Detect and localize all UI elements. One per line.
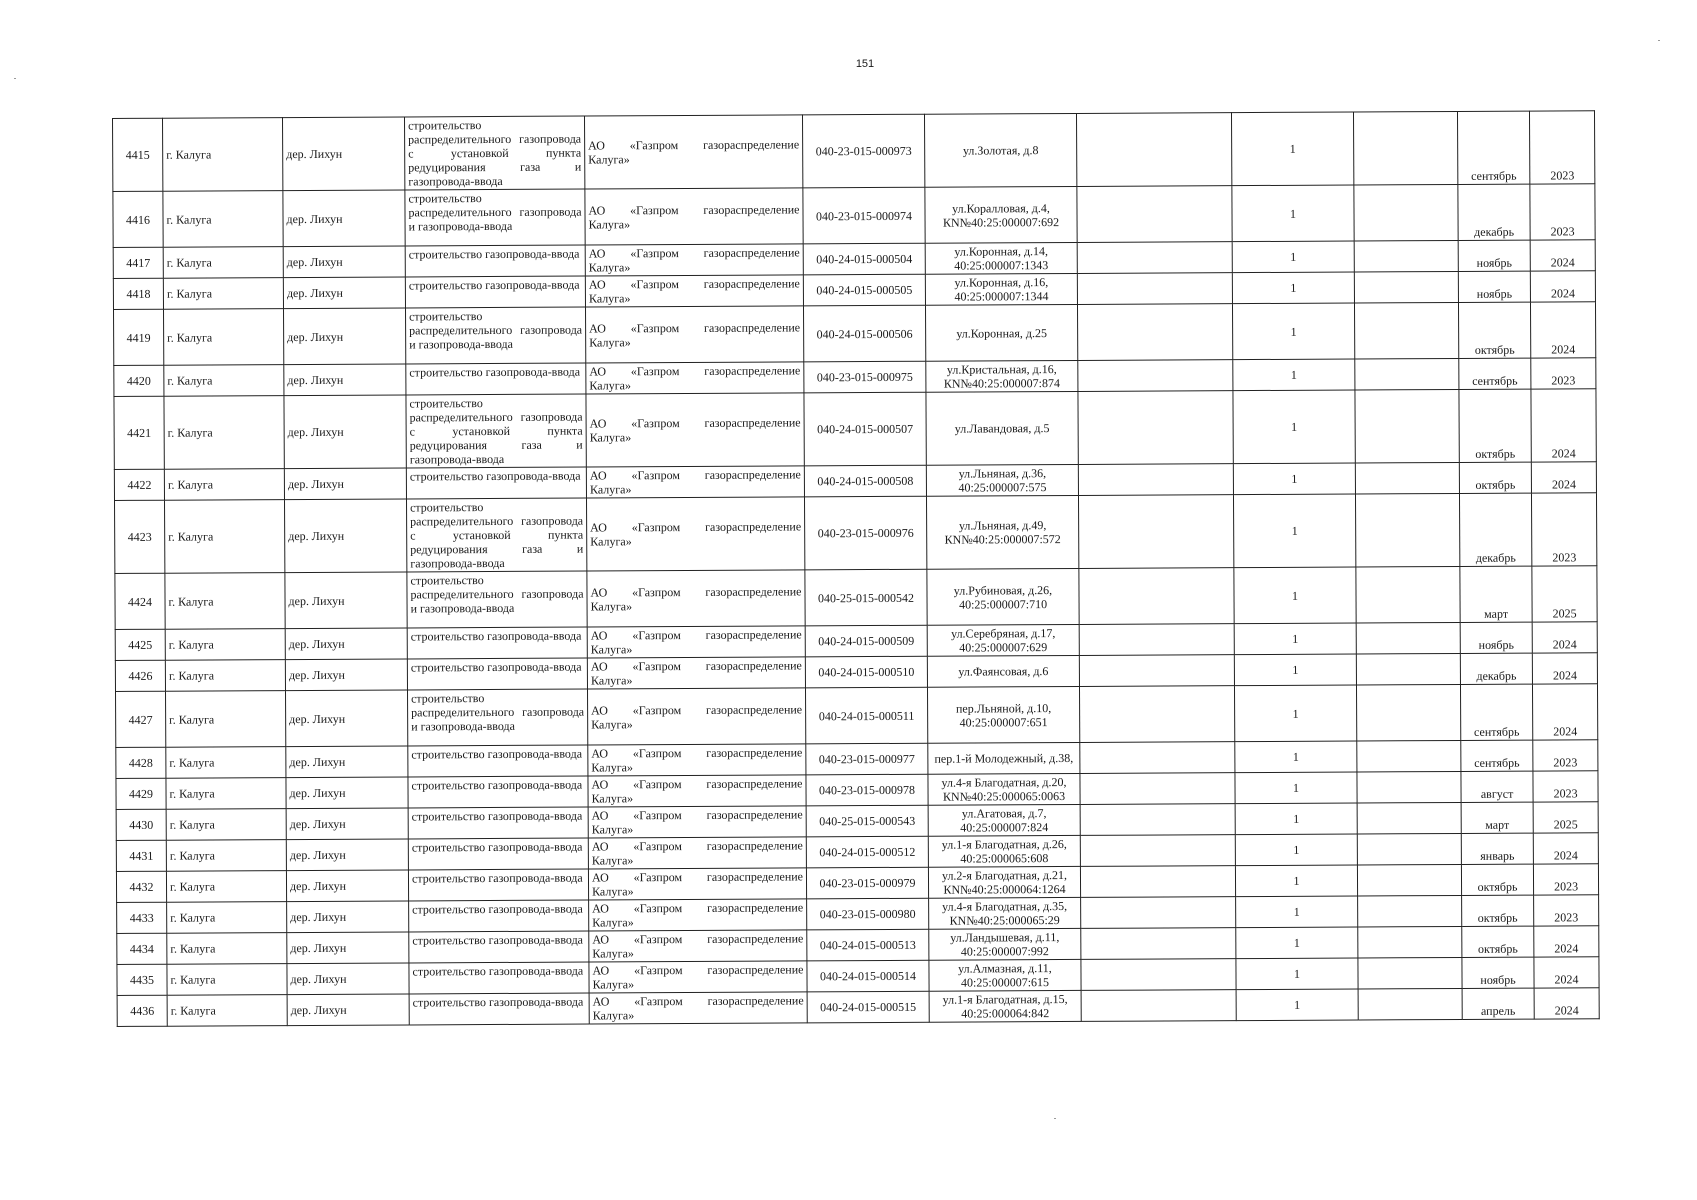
year-cell: 2023 xyxy=(1534,895,1599,926)
object-code-cell: 040-24-015-000505 xyxy=(803,274,925,306)
village-cell: дер. Лихун xyxy=(286,839,408,871)
month-cell: сентябрь xyxy=(1457,111,1529,184)
village-cell: дер. Лихун xyxy=(284,468,406,500)
empty-cell xyxy=(1077,273,1232,305)
object-code-cell: 040-24-015-000512 xyxy=(806,836,928,868)
city-cell: г. Калуга xyxy=(166,778,286,810)
city-cell: г. Калуга xyxy=(167,964,287,996)
year-cell: 2024 xyxy=(1534,957,1599,988)
organization-cell: АО «Газпром газораспределение Калуга» xyxy=(585,306,803,363)
row-number: 4418 xyxy=(113,278,163,309)
empty-cell xyxy=(1079,624,1234,656)
empty-cell xyxy=(1079,568,1234,625)
empty-cell xyxy=(1078,495,1233,569)
address-cell: ул.Золотая, д.8 xyxy=(924,113,1076,187)
row-number: 4433 xyxy=(117,902,167,933)
work-description-cell: строительство распределительного газопровода с установкой пункта редуцирования газа и газопровода-ввода xyxy=(404,116,584,190)
work-description-cell: строительство газопровода-ввода xyxy=(408,745,588,777)
year-cell: 2023 xyxy=(1533,740,1598,771)
address-cell: ул.Кристальная, д.16, КN№40:25:000007:874 xyxy=(926,360,1078,392)
object-code-cell: 040-23-015-000979 xyxy=(806,867,928,899)
month-cell: октябрь xyxy=(1462,895,1534,926)
city-cell: г. Калуга xyxy=(167,933,287,965)
year-cell: 2023 xyxy=(1533,771,1598,802)
month-cell: март xyxy=(1460,566,1532,622)
address-cell: ул.1-я Благодатная, д.15, 40:25:000064:842 xyxy=(929,990,1081,1022)
empty-cell xyxy=(1081,928,1236,960)
city-cell: г. Калуга xyxy=(163,278,283,310)
year-cell: 2025 xyxy=(1533,802,1598,833)
empty-cell xyxy=(1354,271,1458,303)
work-description-cell: строительство распределительного газопровода и газопровода-ввода xyxy=(405,189,585,246)
object-code-cell: 040-24-015-000508 xyxy=(804,465,926,497)
address-cell: ул.Серебряная, д.17, 40:25:000007:629 xyxy=(927,624,1079,656)
year-cell: 2024 xyxy=(1532,684,1597,740)
address-cell: ул.Лавандовая, д.5 xyxy=(926,391,1078,465)
row-number: 4431 xyxy=(116,840,166,871)
address-cell: ул.Коронная, д.14, 40:25:000007:1343 xyxy=(925,242,1077,274)
village-cell: дер. Лихун xyxy=(285,572,407,629)
address-cell: ул.Льняная, д.49, КN№40:25:000007:572 xyxy=(926,495,1078,569)
city-cell: г. Калуга xyxy=(164,469,284,501)
quantity-cell: 1 xyxy=(1234,685,1356,742)
object-code-cell: 040-24-015-000511 xyxy=(805,687,927,744)
organization-cell: АО «Газпром газораспределение Калуга» xyxy=(589,930,807,962)
work-description-cell: строительство газопровода-ввода xyxy=(408,807,588,839)
empty-cell xyxy=(1080,835,1235,867)
organization-cell: АО «Газпром газораспределение Калуга» xyxy=(587,570,805,627)
object-code-cell: 040-23-015-000974 xyxy=(803,187,925,244)
quantity-cell: 1 xyxy=(1233,463,1355,495)
object-code-cell: 040-23-015-000977 xyxy=(806,743,928,775)
quantity-cell: 1 xyxy=(1232,272,1354,304)
city-cell: г. Калуга xyxy=(166,691,286,748)
city-cell: г. Калуга xyxy=(167,995,287,1027)
table-row xyxy=(113,111,1595,192)
work-description-cell: строительство газопровода-ввода xyxy=(408,776,588,808)
empty-cell xyxy=(1081,959,1236,991)
month-cell: ноябрь xyxy=(1462,957,1534,988)
organization-cell: АО «Газпром газораспределение Калуга» xyxy=(586,362,804,394)
year-cell: 2024 xyxy=(1532,622,1597,653)
row-number: 4416 xyxy=(113,191,163,247)
address-cell: ул.Льняная, д.36, 40:25:000007:575 xyxy=(926,464,1078,496)
quantity-cell: 1 xyxy=(1236,927,1358,959)
object-code-cell: 040-24-015-000506 xyxy=(803,305,925,362)
village-cell: дер. Лихун xyxy=(283,277,405,309)
month-cell: ноябрь xyxy=(1460,622,1532,653)
empty-cell xyxy=(1077,242,1232,274)
object-code-cell: 040-24-015-000513 xyxy=(807,929,929,961)
year-cell: 2024 xyxy=(1534,988,1599,1019)
page-number: 151 xyxy=(855,58,875,70)
object-code-cell: 040-24-015-000510 xyxy=(805,656,927,688)
object-code-cell: 040-24-015-000507 xyxy=(804,392,926,466)
empty-cell xyxy=(1358,895,1462,927)
empty-cell xyxy=(1354,184,1458,241)
address-cell: ул.Коралловая, д.4, КN№40:25:000007:692 xyxy=(925,186,1077,243)
address-cell: ул.Ландышевая, д.11, 40:25:000007:992 xyxy=(929,928,1081,960)
empty-cell xyxy=(1353,111,1457,185)
quantity-cell: 1 xyxy=(1235,741,1357,773)
village-cell: дер. Лихун xyxy=(284,308,406,365)
work-description-cell: строительство газопровода-ввода xyxy=(408,838,588,870)
row-number: 4425 xyxy=(115,629,165,660)
address-cell: ул.Алмазная, д.11, 40:25:000007:615 xyxy=(929,959,1081,991)
village-cell: дер. Лихун xyxy=(287,932,409,964)
month-cell: декабрь xyxy=(1458,184,1530,240)
city-cell: г. Калуга xyxy=(165,500,285,574)
scan-speck xyxy=(1054,1118,1056,1119)
organization-cell: АО «Газпром газораспределение Калуга» xyxy=(589,961,807,993)
month-cell: декабрь xyxy=(1459,493,1531,566)
row-number: 4419 xyxy=(114,309,164,365)
address-cell: пер.Льняной, д.10, 40:25:000007:651 xyxy=(927,686,1079,743)
month-cell: сентябрь xyxy=(1460,684,1532,740)
organization-cell: АО «Газпром газораспределение Калуга» xyxy=(588,837,806,869)
year-cell: 2024 xyxy=(1530,271,1595,302)
city-cell: г. Калуга xyxy=(164,309,284,366)
empty-cell xyxy=(1080,866,1235,898)
empty-cell xyxy=(1078,391,1233,465)
address-cell: ул.2-я Благодатная, д.21, КN№40:25:000064:1264 xyxy=(928,866,1080,898)
city-cell: г. Калуга xyxy=(166,871,286,903)
object-code-cell: 040-24-015-000509 xyxy=(805,625,927,657)
quantity-cell: 1 xyxy=(1235,803,1357,835)
address-cell: ул.Коронная, д.16, 40:25:000007:1344 xyxy=(925,273,1077,305)
village-cell: дер. Лихун xyxy=(285,659,407,691)
empty-cell xyxy=(1356,653,1460,685)
village-cell: дер. Лихун xyxy=(286,808,408,840)
village-cell: дер. Лихун xyxy=(283,190,405,247)
month-cell: октябрь xyxy=(1459,389,1531,462)
year-cell: 2024 xyxy=(1531,389,1596,462)
quantity-cell: 1 xyxy=(1233,494,1355,568)
address-cell: ул.Коронная, д.25 xyxy=(925,304,1077,361)
city-cell: г. Калуга xyxy=(164,396,284,470)
table-row xyxy=(114,302,1596,366)
year-cell: 2023 xyxy=(1533,864,1598,895)
empty-cell xyxy=(1354,302,1458,359)
organization-cell: АО «Газпром газораспределение Калуга» xyxy=(588,775,806,807)
month-cell: ноябрь xyxy=(1458,240,1530,271)
quantity-cell: 1 xyxy=(1236,958,1358,990)
work-description-cell: строительство газопровода-ввода xyxy=(407,627,587,659)
empty-cell xyxy=(1078,464,1233,496)
empty-cell xyxy=(1079,655,1234,687)
table-row xyxy=(114,389,1596,470)
quantity-cell: 1 xyxy=(1235,865,1357,897)
row-number: 4420 xyxy=(114,365,164,396)
quantity-cell: 1 xyxy=(1234,567,1356,624)
address-cell: ул.4-я Благодатная, д.35, КN№40:25:000065:29 xyxy=(929,897,1081,929)
empty-cell xyxy=(1080,742,1235,774)
work-description-cell: строительство газопровода-ввода xyxy=(409,993,589,1025)
row-number: 4432 xyxy=(116,871,166,902)
scan-speck xyxy=(14,78,16,79)
quantity-cell: 1 xyxy=(1235,772,1357,804)
quantity-cell: 1 xyxy=(1232,303,1354,360)
empty-cell xyxy=(1080,773,1235,805)
village-cell: дер. Лихун xyxy=(285,499,407,573)
year-cell: 2024 xyxy=(1534,926,1599,957)
village-cell: дер. Лихун xyxy=(283,246,405,278)
row-number: 4422 xyxy=(114,469,164,500)
quantity-cell: 1 xyxy=(1233,359,1355,391)
table-row xyxy=(115,566,1597,630)
address-cell: ул.1-я Благодатная, д.26, 40:25:000065:608 xyxy=(928,835,1080,867)
year-cell: 2024 xyxy=(1530,302,1595,358)
empty-cell xyxy=(1357,740,1461,772)
row-number: 4424 xyxy=(115,573,165,629)
work-description-cell: строительство распределительного газопровода и газопровода-ввода xyxy=(405,307,585,364)
work-description-cell: строительство газопровода-ввода xyxy=(409,962,589,994)
village-cell: дер. Лихун xyxy=(284,395,406,469)
row-number: 4434 xyxy=(117,933,167,964)
row-number: 4429 xyxy=(116,778,166,809)
empty-cell xyxy=(1078,360,1233,392)
year-cell: 2024 xyxy=(1531,462,1596,493)
quantity-cell: 1 xyxy=(1235,834,1357,866)
empty-cell xyxy=(1357,833,1461,865)
village-cell: дер. Лихун xyxy=(287,963,409,995)
empty-cell xyxy=(1077,304,1232,361)
village-cell: дер. Лихун xyxy=(283,117,405,191)
row-number: 4427 xyxy=(116,691,166,747)
city-cell: г. Калуга xyxy=(165,573,285,630)
organization-cell: АО «Газпром газораспределение Калуга» xyxy=(587,688,805,745)
empty-cell xyxy=(1358,988,1462,1020)
row-number: 4417 xyxy=(113,247,163,278)
row-number: 4421 xyxy=(114,396,164,469)
work-description-cell: строительство газопровода-ввода xyxy=(408,869,588,901)
row-number: 4428 xyxy=(116,747,166,778)
object-code-cell: 040-23-015-000973 xyxy=(802,114,924,188)
gasification-table xyxy=(112,110,1600,1027)
city-cell: г. Калуга xyxy=(163,247,283,279)
organization-cell: АО «Газпром газораспределение Калуга» xyxy=(588,868,806,900)
organization-cell: АО «Газпром газораспределение Калуга» xyxy=(586,466,804,498)
city-cell: г. Калуга xyxy=(163,191,283,248)
object-code-cell: 040-23-015-000975 xyxy=(804,361,926,393)
object-code-cell: 040-24-015-000504 xyxy=(803,243,925,275)
quantity-cell: 1 xyxy=(1232,241,1354,273)
village-cell: дер. Лихун xyxy=(287,994,409,1026)
empty-cell xyxy=(1358,926,1462,958)
empty-cell xyxy=(1355,358,1459,390)
work-description-cell: строительство распределительного газопровода и газопровода-ввода xyxy=(407,571,587,628)
year-cell: 2024 xyxy=(1533,833,1598,864)
empty-cell xyxy=(1355,462,1459,494)
work-description-cell: строительство газопровода-ввода xyxy=(406,467,586,499)
organization-cell: АО «Газпром газораспределение Калуга» xyxy=(586,393,804,467)
month-cell: август xyxy=(1461,771,1533,802)
year-cell: 2024 xyxy=(1530,240,1595,271)
work-description-cell: строительство газопровода-ввода xyxy=(406,363,586,395)
city-cell: г. Калуга xyxy=(166,747,286,779)
empty-cell xyxy=(1081,897,1236,929)
month-cell: октябрь xyxy=(1461,864,1533,895)
organization-cell: АО «Газпром газораспределение Калуга» xyxy=(584,115,802,189)
organization-cell: АО «Газпром газораспределение Калуга» xyxy=(585,244,803,276)
address-cell: пер.1-й Молодежный, д.38, xyxy=(928,742,1080,774)
quantity-cell: 1 xyxy=(1233,390,1355,464)
address-cell: ул.Фаянсовая, д.6 xyxy=(927,655,1079,687)
city-cell: г. Калуга xyxy=(165,660,285,692)
empty-cell xyxy=(1356,684,1460,741)
city-cell: г. Калуга xyxy=(166,809,286,841)
empty-cell xyxy=(1357,864,1461,896)
row-number: 4436 xyxy=(117,995,167,1026)
month-cell: апрель xyxy=(1462,988,1534,1019)
month-cell: сентябрь xyxy=(1461,740,1533,771)
object-code-cell: 040-23-015-000980 xyxy=(807,898,929,930)
organization-cell: АО «Газпром газораспределение Калуга» xyxy=(587,626,805,658)
table-row xyxy=(115,493,1597,574)
row-number: 4423 xyxy=(115,500,165,573)
month-cell: январь xyxy=(1461,833,1533,864)
year-cell: 2023 xyxy=(1530,184,1595,240)
year-cell: 2023 xyxy=(1531,493,1596,566)
object-code-cell: 040-25-015-000542 xyxy=(805,569,927,626)
empty-cell xyxy=(1081,990,1236,1022)
work-description-cell: строительство распределительного газопровода с установкой пункта редуцирования газа и газопровода-ввода xyxy=(406,394,586,468)
address-cell: ул.Рубиновая, д.26, 40:25:000007:710 xyxy=(927,568,1079,625)
city-cell: г. Калуга xyxy=(164,365,284,397)
row-number: 4426 xyxy=(115,660,165,691)
empty-cell xyxy=(1358,957,1462,989)
table-body xyxy=(113,111,1600,1027)
month-cell: декабрь xyxy=(1460,653,1532,684)
empty-cell xyxy=(1355,493,1459,567)
quantity-cell: 1 xyxy=(1236,989,1358,1021)
organization-cell: АО «Газпром газораспределение Калуга» xyxy=(589,899,807,931)
month-cell: сентябрь xyxy=(1459,358,1531,389)
empty-cell xyxy=(1079,686,1234,743)
year-cell: 2024 xyxy=(1532,653,1597,684)
village-cell: дер. Лихун xyxy=(285,628,407,660)
row-number: 4415 xyxy=(113,118,163,191)
organization-cell: АО «Газпром газораспределение Калуга» xyxy=(589,992,807,1024)
work-description-cell: строительство газопровода-ввода xyxy=(405,245,585,277)
object-code-cell: 040-23-015-000978 xyxy=(806,774,928,806)
empty-cell xyxy=(1357,771,1461,803)
work-description-cell: строительство распределительного газопровода и газопровода-ввода xyxy=(407,689,587,746)
work-description-cell: строительство газопровода-ввода xyxy=(407,658,587,690)
village-cell: дер. Лихун xyxy=(287,901,409,933)
quantity-cell: 1 xyxy=(1234,623,1356,655)
row-number: 4435 xyxy=(117,964,167,995)
organization-cell: АО «Газпром газораспределение Калуга» xyxy=(588,744,806,776)
row-number: 4430 xyxy=(116,809,166,840)
organization-cell: АО «Газпром газораспределение Калуга» xyxy=(587,657,805,689)
village-cell: дер. Лихун xyxy=(286,870,408,902)
year-cell: 2023 xyxy=(1531,358,1596,389)
city-cell: г. Калуга xyxy=(163,118,283,192)
empty-cell xyxy=(1076,113,1231,187)
empty-cell xyxy=(1355,389,1459,463)
empty-cell xyxy=(1354,240,1458,272)
quantity-cell: 1 xyxy=(1232,185,1354,242)
empty-cell xyxy=(1356,566,1460,623)
work-description-cell: строительство распределительного газопровода с установкой пункта редуцирования газа и газопровода-ввода xyxy=(406,498,586,572)
work-description-cell: строительство газопровода-ввода xyxy=(405,276,585,308)
empty-cell xyxy=(1080,804,1235,836)
organization-cell: АО «Газпром газораспределение Калуга» xyxy=(585,188,803,245)
quantity-cell: 1 xyxy=(1236,896,1358,928)
village-cell: дер. Лихун xyxy=(286,777,408,809)
table-row xyxy=(117,988,1599,1027)
organization-cell: АО «Газпром газораспределение Калуга» xyxy=(586,497,804,571)
quantity-cell: 1 xyxy=(1231,112,1353,186)
work-description-cell: строительство газопровода-ввода xyxy=(409,900,589,932)
village-cell: дер. Лихун xyxy=(286,746,408,778)
object-code-cell: 040-23-015-000976 xyxy=(804,496,926,570)
object-code-cell: 040-24-015-000514 xyxy=(807,960,929,992)
work-description-cell: строительство газопровода-ввода xyxy=(409,931,589,963)
empty-cell xyxy=(1356,622,1460,654)
table-row xyxy=(116,684,1598,748)
month-cell: октябрь xyxy=(1462,926,1534,957)
village-cell: дер. Лихун xyxy=(286,690,408,747)
month-cell: октябрь xyxy=(1458,302,1530,358)
address-cell: ул.Агатовая, д.7, 40:25:000007:824 xyxy=(928,804,1080,836)
month-cell: март xyxy=(1461,802,1533,833)
quantity-cell: 1 xyxy=(1234,654,1356,686)
empty-cell xyxy=(1357,802,1461,834)
month-cell: ноябрь xyxy=(1458,271,1530,302)
table-row xyxy=(113,184,1595,248)
object-code-cell: 040-24-015-000515 xyxy=(807,991,929,1023)
organization-cell: АО «Газпром газораспределение Калуга» xyxy=(588,806,806,838)
city-cell: г. Калуга xyxy=(165,629,285,661)
year-cell: 2025 xyxy=(1532,566,1597,622)
city-cell: г. Калуга xyxy=(166,840,286,872)
empty-cell xyxy=(1077,186,1232,243)
month-cell: октябрь xyxy=(1459,462,1531,493)
object-code-cell: 040-25-015-000543 xyxy=(806,805,928,837)
address-cell: ул.4-я Благодатная, д.20, КN№40:25:000065:0063 xyxy=(928,773,1080,805)
scan-speck xyxy=(1658,40,1660,41)
village-cell: дер. Лихун xyxy=(284,364,406,396)
year-cell: 2023 xyxy=(1529,111,1594,184)
organization-cell: АО «Газпром газораспределение Калуга» xyxy=(585,275,803,307)
city-cell: г. Калуга xyxy=(167,902,287,934)
